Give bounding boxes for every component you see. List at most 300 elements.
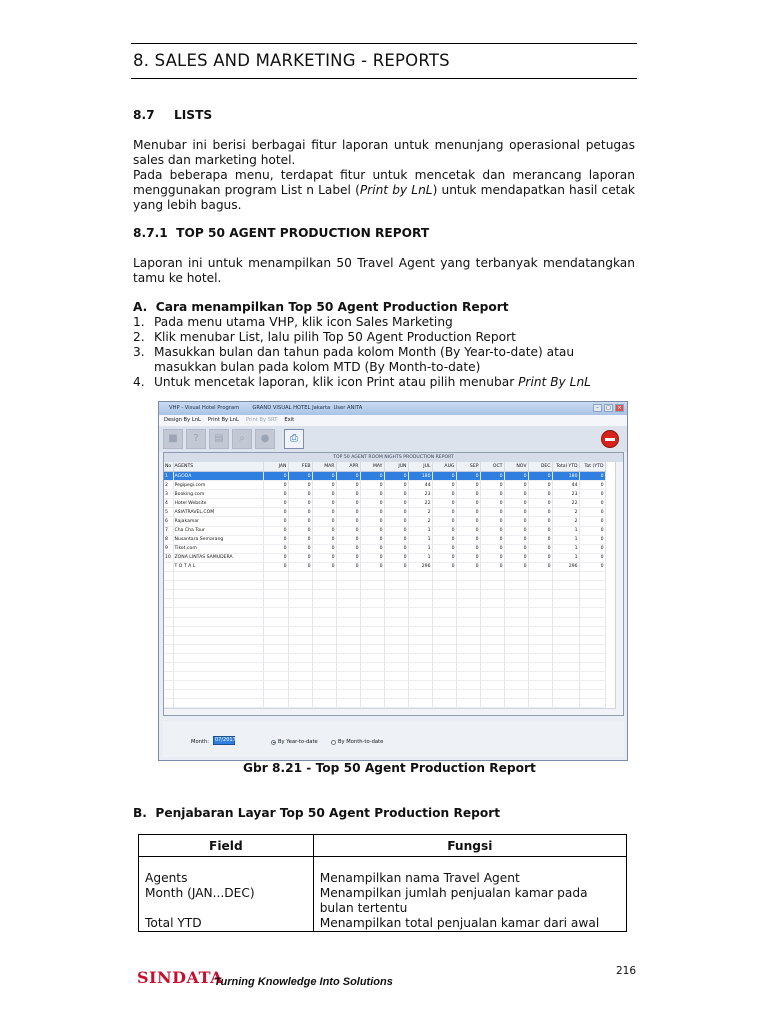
table-cell: 0: [432, 544, 456, 553]
empty-cell: [384, 681, 408, 690]
empty-cell: [408, 653, 432, 662]
window-toolbar: [159, 426, 627, 452]
empty-cell: [579, 644, 605, 653]
table-row[interactable]: [164, 562, 605, 571]
col-header[interactable]: APR: [336, 462, 360, 472]
menu-print-by-lnl[interactable]: Print By LnL: [207, 417, 239, 423]
empty-cell: [164, 608, 173, 617]
table-cell: 0: [579, 499, 605, 508]
empty-row: [164, 590, 605, 599]
sindata-logo: SINDATA: [137, 968, 224, 987]
table-cell: 0: [288, 472, 312, 481]
empty-cell: [504, 644, 528, 653]
table-cell: 0: [504, 499, 528, 508]
table-header-row: [164, 462, 605, 472]
table-cell: 0: [336, 481, 360, 490]
empty-cell: [384, 690, 408, 699]
empty-cell: [528, 635, 552, 644]
empty-row: [164, 653, 605, 662]
empty-cell: [528, 699, 552, 708]
menu-design-by-lnl[interactable]: Design By LnL: [164, 417, 201, 423]
vertical-scrollbar[interactable]: [615, 462, 623, 715]
agent-name-cell: Booking.com: [173, 490, 263, 499]
empty-cell: [552, 626, 579, 635]
radio-by-year-to-date[interactable]: [271, 739, 318, 745]
col-header[interactable]: DEC: [528, 462, 552, 472]
table-cell: 1: [408, 535, 432, 544]
table-cell: 0: [504, 526, 528, 535]
table-cell: 0: [312, 526, 336, 535]
table-cell: 0: [263, 562, 288, 571]
settings-icon: ●: [255, 429, 275, 449]
empty-cell: [288, 653, 312, 662]
empty-cell: [408, 581, 432, 590]
empty-cell: [528, 599, 552, 608]
empty-cell: [579, 662, 605, 671]
table-cell: 0: [384, 499, 408, 508]
table-cell: 0: [579, 490, 605, 499]
empty-cell: [384, 581, 408, 590]
table-row: [139, 916, 627, 932]
agent-name-cell: ASIATRAVEL.COM: [173, 508, 263, 517]
empty-cell: [164, 690, 173, 699]
radio-selected-icon: [271, 740, 276, 745]
section-intro-paragraph-2: [133, 168, 635, 213]
empty-cell: [456, 635, 480, 644]
empty-cell: [528, 617, 552, 626]
empty-cell: [312, 617, 336, 626]
empty-cell: [164, 626, 173, 635]
close-icon[interactable]: ×: [615, 404, 624, 412]
empty-cell: [552, 581, 579, 590]
table-cell: 0: [312, 544, 336, 553]
col-header[interactable]: FEB: [288, 462, 312, 472]
empty-cell: [552, 635, 579, 644]
fungsi-column-header: Fungsi: [313, 835, 626, 857]
empty-cell: [480, 590, 504, 599]
table-cell: 0: [336, 562, 360, 571]
table-cell: 0: [336, 526, 360, 535]
table-row[interactable]: [164, 535, 605, 544]
section-intro: [133, 138, 635, 213]
empty-cell: [528, 681, 552, 690]
menu-print-by-srt[interactable]: Print By SRT: [245, 417, 278, 423]
table-row: [139, 857, 627, 887]
empty-cell: [164, 653, 173, 662]
empty-row: [164, 581, 605, 590]
table-cell: 0: [579, 526, 605, 535]
empty-row: [164, 672, 605, 681]
menu-exit[interactable]: Exit: [284, 417, 295, 423]
empty-cell: [579, 635, 605, 644]
empty-cell: [432, 653, 456, 662]
empty-cell: [579, 617, 605, 626]
table-cell: 1: [408, 553, 432, 562]
empty-cell: [384, 644, 408, 653]
empty-cell: [263, 590, 288, 599]
empty-cell: [504, 626, 528, 635]
table-cell: 0: [312, 508, 336, 517]
empty-cell: [360, 608, 384, 617]
empty-cell: [408, 672, 432, 681]
empty-cell: [504, 699, 528, 708]
exit-stop-icon[interactable]: [601, 430, 619, 448]
table-cell: 0: [480, 472, 504, 481]
empty-cell: [480, 662, 504, 671]
table-cell: 0: [336, 553, 360, 562]
empty-cell: [173, 572, 263, 581]
empty-cell: [288, 608, 312, 617]
table-cell: 0: [288, 481, 312, 490]
col-header[interactable]: MAY: [360, 462, 384, 472]
empty-cell: [173, 644, 263, 653]
table-cell: 22: [408, 499, 432, 508]
month-label: Month:: [191, 739, 210, 745]
table-cell: 0: [312, 490, 336, 499]
empty-cell: [504, 635, 528, 644]
empty-cell: [288, 590, 312, 599]
table-row[interactable]: [164, 508, 605, 517]
empty-cell: [480, 599, 504, 608]
table-cell: 0: [528, 535, 552, 544]
window-controls: [593, 404, 624, 412]
empty-cell: [528, 690, 552, 699]
radio-mtd-label: By Month-to-date: [338, 739, 384, 745]
empty-cell: [164, 681, 173, 690]
col-header[interactable]: MAR: [312, 462, 336, 472]
empty-cell: [456, 581, 480, 590]
table-cell: 0: [288, 490, 312, 499]
table-cell: 0: [336, 499, 360, 508]
col-header[interactable]: Tot (YTD: [579, 462, 605, 472]
empty-cell: [312, 681, 336, 690]
table-cell: 0: [528, 544, 552, 553]
table-cell: 0: [263, 517, 288, 526]
horizontal-scrollbar[interactable]: [164, 708, 616, 715]
empty-cell: [336, 681, 360, 690]
col-header[interactable]: AUG: [432, 462, 456, 472]
empty-cell: [288, 681, 312, 690]
empty-cell: [288, 572, 312, 581]
table-cell: 1: [552, 526, 579, 535]
empty-cell: [504, 653, 528, 662]
table-cell: 44: [408, 481, 432, 490]
empty-cell: [456, 608, 480, 617]
table-cell: 5: [164, 508, 173, 517]
report-table: [164, 462, 606, 716]
table-cell: 0: [456, 562, 480, 571]
empty-cell: [456, 690, 480, 699]
empty-cell: [504, 572, 528, 581]
table-row[interactable]: [164, 544, 605, 553]
empty-cell: [432, 617, 456, 626]
empty-cell: [263, 644, 288, 653]
empty-cell: [552, 599, 579, 608]
steps-list: [133, 315, 635, 390]
table-cell: 0: [360, 544, 384, 553]
empty-cell: [288, 644, 312, 653]
empty-cell: [384, 617, 408, 626]
table-cell: 0: [360, 526, 384, 535]
empty-cell: [552, 644, 579, 653]
table-row[interactable]: [164, 481, 605, 490]
month-input[interactable]: 07/2017: [215, 737, 236, 743]
empty-cell: [312, 690, 336, 699]
table-cell: 0: [456, 472, 480, 481]
empty-cell: [312, 608, 336, 617]
col-header[interactable]: OCT: [480, 462, 504, 472]
table-row[interactable]: [164, 553, 605, 562]
empty-cell: [480, 690, 504, 699]
table-cell: 0: [360, 499, 384, 508]
maximize-icon[interactable]: □: [604, 404, 613, 412]
print-icon[interactable]: ⎙: [284, 429, 304, 449]
empty-cell: [504, 690, 528, 699]
empty-cell: [552, 572, 579, 581]
empty-cell: [579, 672, 605, 681]
empty-cell: [263, 617, 288, 626]
empty-cell: [528, 672, 552, 681]
empty-cell: [456, 672, 480, 681]
table-row[interactable]: [164, 490, 605, 499]
section-number: 8.7: [133, 108, 155, 122]
empty-cell: [504, 617, 528, 626]
col-header[interactable]: JUL: [408, 462, 432, 472]
table-cell: 0: [288, 562, 312, 571]
table-cell: 1: [164, 472, 173, 481]
table-cell: 0: [579, 544, 605, 553]
empty-cell: [312, 635, 336, 644]
table-cell: 0: [480, 508, 504, 517]
empty-cell: [173, 581, 263, 590]
minimize-icon[interactable]: –: [593, 404, 602, 412]
empty-row: [164, 626, 605, 635]
empty-cell: [408, 626, 432, 635]
empty-cell: [288, 626, 312, 635]
header-bottom-rule: [131, 78, 637, 79]
empty-cell: [480, 635, 504, 644]
table-row[interactable]: [164, 517, 605, 526]
table-row[interactable]: [164, 472, 605, 481]
table-header-row: [139, 835, 627, 857]
table-cell: 0: [432, 499, 456, 508]
empty-row: [164, 681, 605, 690]
empty-cell: [456, 653, 480, 662]
agent-name-cell: Pegipegi.com: [173, 481, 263, 490]
table-cell: 296: [552, 562, 579, 571]
empty-cell: [164, 662, 173, 671]
radio-unselected-icon: [331, 740, 336, 745]
table-cell: 180: [408, 472, 432, 481]
empty-cell: [384, 590, 408, 599]
empty-cell: [432, 644, 456, 653]
empty-cell: [360, 599, 384, 608]
empty-cell: [263, 690, 288, 699]
table-cell: 0: [504, 562, 528, 571]
empty-row: [164, 662, 605, 671]
empty-cell: [288, 581, 312, 590]
empty-cell: [552, 699, 579, 708]
col-header[interactable]: AGENTS: [173, 462, 263, 472]
empty-cell: [384, 635, 408, 644]
table-cell: 0: [456, 508, 480, 517]
table-cell: 0: [456, 499, 480, 508]
fungsi-cell: Menampilkan jumlah penjualan kamar pada bulan tertentu: [313, 886, 626, 916]
empty-cell: [164, 581, 173, 590]
col-header[interactable]: SEP: [456, 462, 480, 472]
fungsi-cell: Menampilkan nama Travel Agent: [313, 857, 626, 887]
empty-row: [164, 572, 605, 581]
table-row[interactable]: [164, 499, 605, 508]
table-cell: 0: [579, 553, 605, 562]
empty-cell: [579, 699, 605, 708]
empty-cell: [432, 681, 456, 690]
empty-cell: [432, 590, 456, 599]
table-cell: 7: [164, 526, 173, 535]
col-header[interactable]: Total YTD: [552, 462, 579, 472]
empty-cell: [528, 662, 552, 671]
table-cell: 0: [504, 481, 528, 490]
table-cell: 0: [288, 526, 312, 535]
table-row[interactable]: [164, 526, 605, 535]
field-cell: Month (JAN...DEC): [139, 886, 314, 916]
empty-cell: [384, 672, 408, 681]
empty-cell: [552, 617, 579, 626]
radio-by-month-to-date[interactable]: [331, 739, 383, 745]
empty-cell: [528, 644, 552, 653]
empty-cell: [408, 681, 432, 690]
list-item-text: Pada menu utama VHP, klik icon Sales Marketing: [154, 315, 453, 329]
empty-cell: [408, 662, 432, 671]
empty-cell: [432, 672, 456, 681]
table-cell: 9: [164, 544, 173, 553]
table-cell: 0: [384, 526, 408, 535]
empty-cell: [263, 699, 288, 708]
table-cell: 0: [288, 553, 312, 562]
list-item-number: 1.: [133, 315, 145, 329]
report-table-body: [164, 472, 605, 717]
table-cell: 0: [360, 535, 384, 544]
empty-cell: [480, 626, 504, 635]
empty-cell: [552, 672, 579, 681]
table-cell: 0: [432, 526, 456, 535]
table-cell: 1: [408, 526, 432, 535]
empty-cell: [312, 626, 336, 635]
empty-cell: [432, 608, 456, 617]
list-item: [133, 315, 635, 330]
empty-cell: [480, 644, 504, 653]
table-cell: 0: [336, 535, 360, 544]
table-cell: 8: [164, 535, 173, 544]
table-cell: 2: [408, 508, 432, 517]
table-cell: 0: [384, 535, 408, 544]
empty-cell: [504, 681, 528, 690]
empty-cell: [263, 662, 288, 671]
empty-cell: [336, 608, 360, 617]
empty-cell: [579, 690, 605, 699]
table-cell: 0: [263, 481, 288, 490]
table-cell: 0: [480, 490, 504, 499]
empty-cell: [432, 572, 456, 581]
empty-cell: [552, 690, 579, 699]
empty-row: [164, 617, 605, 626]
empty-cell: [164, 672, 173, 681]
footer-tagline: Turning Knowledge Into Solutions: [214, 976, 393, 988]
table-cell: 0: [263, 544, 288, 553]
empty-row: [164, 608, 605, 617]
table-cell: 1: [552, 544, 579, 553]
table-cell: 10: [164, 553, 173, 562]
table-cell: 1: [552, 553, 579, 562]
empty-cell: [408, 590, 432, 599]
empty-cell: [173, 626, 263, 635]
part-a-heading: A. Cara menampilkan Top 50 Agent Production Report: [133, 300, 509, 314]
empty-cell: [263, 626, 288, 635]
table-cell: 0: [528, 490, 552, 499]
empty-cell: [164, 572, 173, 581]
intro-2-text: Pada beberapa menu, terdapat fitur untuk mencetak dan merancang laporan menggunakan program List n Label (: [133, 168, 635, 197]
empty-cell: [480, 608, 504, 617]
col-header[interactable]: NOV: [504, 462, 528, 472]
empty-cell: [504, 599, 528, 608]
table-cell: 0: [312, 499, 336, 508]
empty-cell: [263, 599, 288, 608]
table-cell: 1: [408, 544, 432, 553]
empty-cell: [504, 662, 528, 671]
empty-cell: [579, 590, 605, 599]
empty-cell: [579, 608, 605, 617]
empty-cell: [336, 581, 360, 590]
col-header[interactable]: No: [164, 462, 173, 472]
empty-cell: [552, 662, 579, 671]
empty-cell: [360, 590, 384, 599]
empty-cell: [384, 662, 408, 671]
empty-cell: [336, 699, 360, 708]
table-cell: 0: [263, 553, 288, 562]
empty-cell: [456, 572, 480, 581]
empty-cell: [360, 635, 384, 644]
col-header[interactable]: JUN: [384, 462, 408, 472]
table-cell: 0: [384, 481, 408, 490]
empty-cell: [336, 590, 360, 599]
empty-cell: [504, 581, 528, 590]
col-header[interactable]: JAN: [263, 462, 288, 472]
empty-cell: [504, 608, 528, 617]
empty-cell: [432, 626, 456, 635]
table-cell: 0: [263, 472, 288, 481]
list-item-number: 4.: [133, 375, 145, 389]
empty-cell: [164, 599, 173, 608]
table-cell: 0: [432, 553, 456, 562]
fungsi-cell: Menampilkan total penjualan kamar dari awal: [313, 916, 626, 932]
empty-cell: [528, 590, 552, 599]
empty-cell: [480, 653, 504, 662]
empty-cell: [312, 572, 336, 581]
empty-cell: [173, 699, 263, 708]
empty-cell: [504, 672, 528, 681]
list-item-text: Masukkan bulan dan tahun pada kolom Month (By Year-to-date) atau masukkan bulan pada kolom MTD (By Month-to-date): [154, 345, 575, 374]
empty-cell: [173, 635, 263, 644]
empty-cell: [312, 581, 336, 590]
empty-cell: [432, 662, 456, 671]
table-cell: 0: [360, 562, 384, 571]
empty-cell: [456, 626, 480, 635]
document-icon: ▤: [209, 429, 229, 449]
empty-cell: [263, 653, 288, 662]
figure-caption: Gbr 8.21 - Top 50 Agent Production Report: [243, 761, 536, 775]
table-cell: 0: [384, 544, 408, 553]
disabled-tool-icon: ■: [163, 429, 183, 449]
